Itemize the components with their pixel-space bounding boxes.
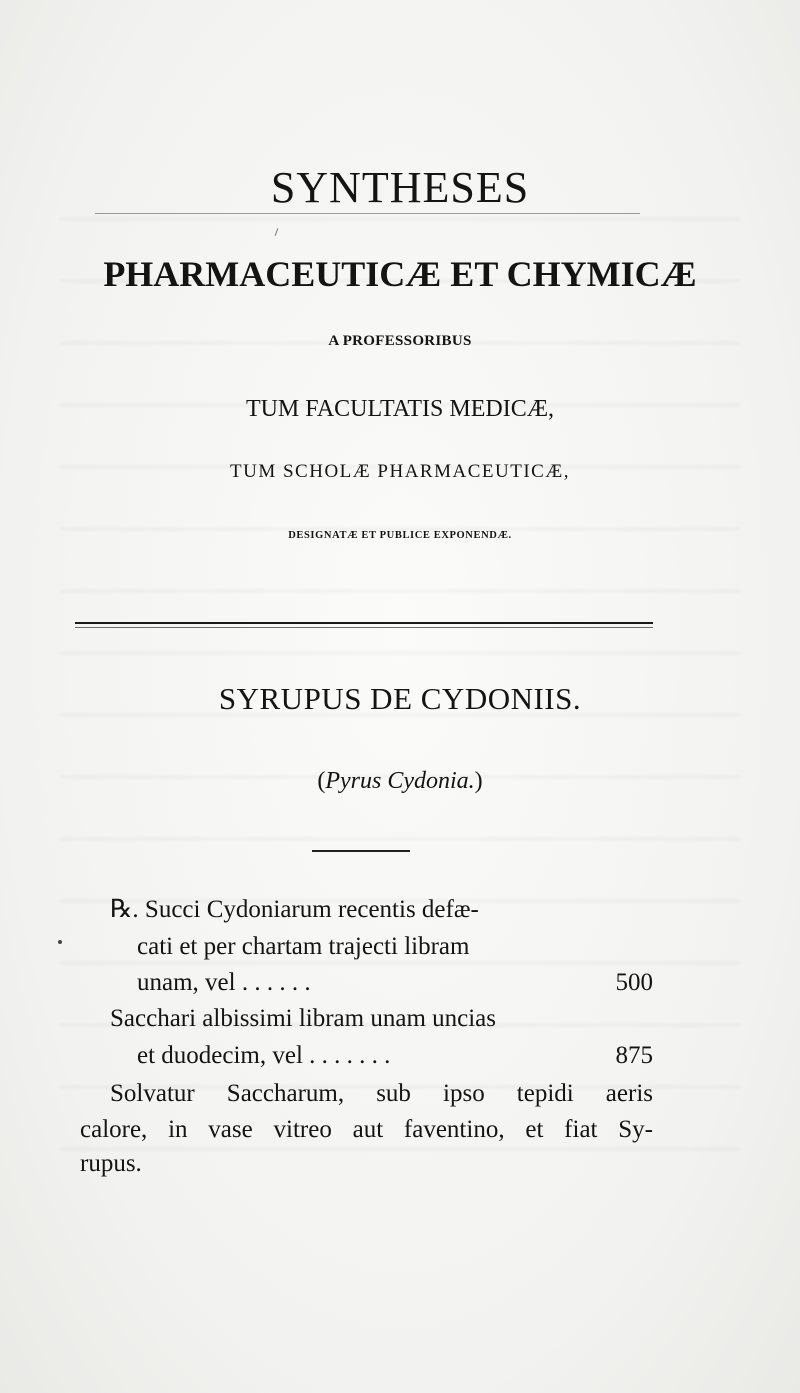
recipe-line-8: rupus. — [80, 1150, 142, 1177]
by-line: A PROFESSORIBUS — [328, 333, 472, 349]
recipe-line-3 — [137, 967, 653, 998]
recipe-line-6: Solvatur Saccharum, sub ipso tepidi aeris — [110, 1080, 653, 1107]
faculty-line: TUM FACULTATIS MEDICÆ, — [245, 396, 555, 422]
page-subtitle: PHARMACEUTICÆ ET CHYMICÆ — [103, 254, 697, 294]
ink-spot — [58, 940, 62, 944]
print-speck — [275, 228, 279, 236]
ingredient-text: et duodecim, vel . . . . . . . — [137, 1042, 391, 1069]
designation-line: DESIGNATÆ ET PUBLICE EXPONENDÆ. — [288, 530, 512, 541]
short-divider — [312, 850, 410, 852]
recipe-line-4: Sacchari albissimi libram unam uncias — [110, 1005, 497, 1032]
botanical-name: (Pyrus Cydonia.) — [317, 768, 483, 794]
page-title: SYNTHESES — [270, 163, 530, 212]
ingredient-text: unam, vel . . . . . . — [137, 969, 311, 996]
recipe-line-2: cati et per chartam trajecti libram — [137, 933, 470, 960]
ingredient-quantity: 875 — [615, 1042, 653, 1069]
recipe-line-1: ℞. Succi Cydoniarum recentis defæ- — [110, 896, 479, 923]
recipe-line-7: calore, in vase vitreo aut faventino, et fiat Sy- — [80, 1116, 653, 1143]
ingredient-quantity: 500 — [615, 969, 653, 996]
recipe-line-5 — [137, 1040, 653, 1071]
recipe-heading: SYRUPUS DE CYDONIIS. — [218, 681, 582, 716]
section-divider — [75, 622, 653, 624]
faint-rule — [95, 213, 640, 214]
section-divider-thin — [75, 627, 653, 628]
school-line: TUM SCHOLÆ PHARMACEUTICÆ, — [230, 461, 570, 482]
